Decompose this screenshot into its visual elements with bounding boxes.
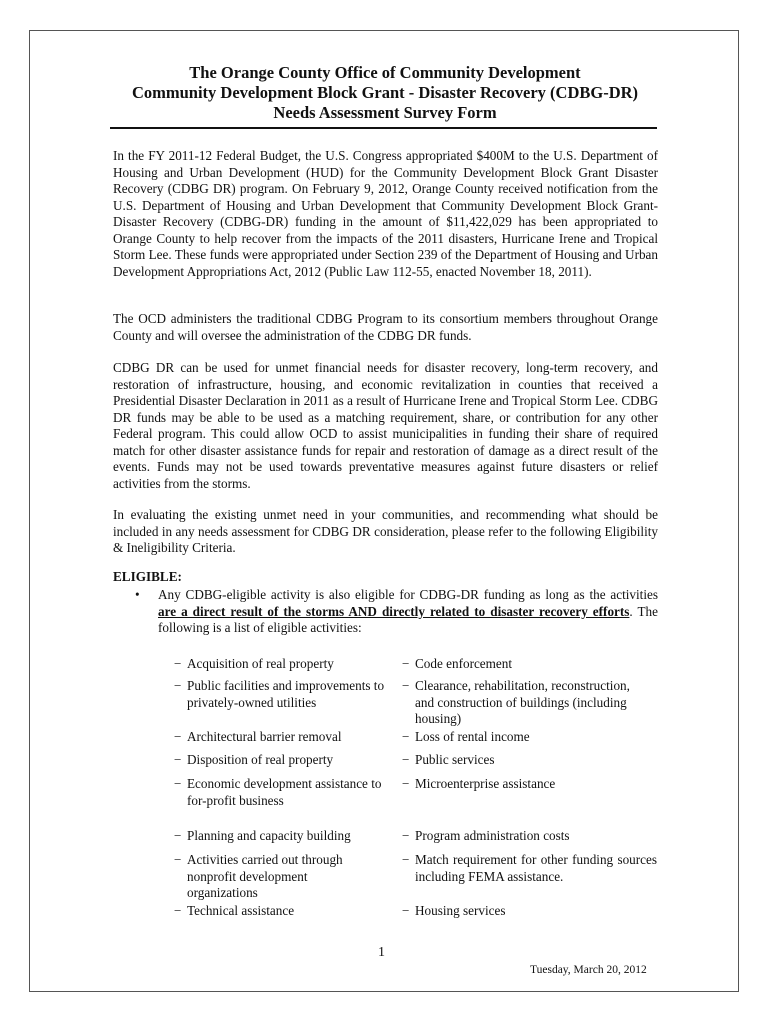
- bullet-intro: Any CDBG-eligible activity is also eligible for CDBG-DR funding as long as the activities: [158, 587, 658, 602]
- ocd-paragraph: The OCD administers the traditional CDBG Program to its consortium members throughout Orange County and will oversee the administration of the CDBG DR funds.: [113, 311, 658, 343]
- bullet-outro: . The following is a list of eligible activities:: [158, 603, 658, 635]
- title-line-3: Needs Assessment Survey Form: [273, 103, 497, 122]
- footer-date: Tuesday, March 20, 2012: [530, 964, 647, 976]
- dash-icon: −: [174, 828, 182, 843]
- page-number: 1: [378, 945, 385, 960]
- dash-icon: −: [174, 678, 182, 693]
- dash-icon: −: [174, 852, 182, 867]
- eligible-activity: − Clearance, rehabilitation, reconstruction, and construction of buildings (including housing): [402, 678, 630, 726]
- eligible-activity: − Loss of rental income: [402, 729, 530, 744]
- dash-icon: −: [402, 752, 410, 767]
- dash-icon: −: [174, 656, 182, 671]
- bullet-emphasis: are a direct result of the storms AND directly related to disaster recovery efforts: [158, 603, 630, 619]
- eligible-activity: − Program administration costs: [402, 828, 570, 843]
- evaluation-paragraph: In evaluating the existing unmet need in your communities, and recommending what should be included in any needs assessment for CDBG DR consideration, please refer to the following Eligibility & Ineligibility Criteria.: [113, 507, 658, 555]
- eligible-activity: − Acquisition of real property: [174, 656, 334, 671]
- eligible-activity: − Microenterprise assistance: [402, 776, 556, 791]
- cdbg-dr-uses-paragraph: CDBG DR can be used for unmet financial needs for disaster recovery, long-term recovery, and restoration of infrastructure, housing, and economic revitalization in counties that received a Presidential Disaster Declaration in 2011 as a result of Hurricane Irene and Tropical Storm Lee. CDBG DR funds may be able to be used as a matching requirement, share, or contribution for any other Federal program. This could allow OCD to assist municipalities in funding their share of required match for other disaster assistance funds for repair and restoration of damage as a direct result of the events. Funds may not be used towards preventative measures against future disasters or relief activities from the storms.: [113, 360, 658, 491]
- bullet-icon: •: [135, 587, 140, 602]
- dash-icon: −: [174, 776, 182, 791]
- eligible-activity: − Technical assistance: [174, 903, 295, 918]
- eligible-activity: − Economic development assistance to for-profit business: [174, 776, 382, 808]
- eligible-activity: − Code enforcement: [402, 656, 513, 671]
- dash-icon: −: [174, 752, 182, 767]
- eligible-activity: − Public services: [402, 752, 495, 767]
- dash-icon: −: [402, 678, 410, 693]
- eligible-bullet-text: [158, 587, 658, 637]
- eligible-heading: ELIGIBLE:: [113, 569, 182, 584]
- intro-paragraph: In the FY 2011-12 Federal Budget, the U.S. Congress appropriated $400M to the U.S. Department of Housing and Urban Development (HUD) for the Community Development Block Grant Disaster Recovery (CDBG DR) program. On February 9, 2012, Orange County received notification from the U.S. Department of Housing and Urban Development that Community Development Block Grant-Disaster Recovery (CDBG-DR) funding in the amount of $11,422,029 has been appropriated to Orange County to help recover from the impacts of the 2011 disasters, Hurricane Irene and Tropical Storm Lee. These funds were appropriated under Section 239 of the Department of Housing and Urban Development Appropriations Act, 2012 (Public Law 112-55, enacted November 18, 2011).: [113, 148, 658, 279]
- eligible-activity: − Match requirement for other funding sources including FEMA assistance.: [402, 852, 657, 884]
- eligible-activity: − Housing services: [402, 903, 506, 918]
- dash-icon: −: [174, 729, 182, 744]
- eligible-activity: − Public facilities and improvements to privately-owned utilities: [174, 678, 385, 710]
- dash-icon: −: [174, 903, 182, 918]
- eligible-activity: − Architectural barrier removal: [174, 729, 342, 744]
- title-line-2: Community Development Block Grant - Disaster Recovery (CDBG-DR): [131, 83, 639, 102]
- eligible-activity: − Activities carried out through nonprofit development organizations: [174, 852, 343, 900]
- dash-icon: −: [402, 903, 410, 918]
- dash-icon: −: [402, 656, 410, 671]
- eligible-activity: − Disposition of real property: [174, 752, 334, 767]
- page-title: [100, 63, 670, 123]
- dash-icon: −: [402, 852, 410, 867]
- dash-icon: −: [402, 729, 410, 744]
- dash-icon: −: [402, 776, 410, 791]
- title-divider: [110, 127, 657, 129]
- title-line-1: The Orange County Office of Community Development: [189, 63, 581, 82]
- eligible-activity: − Planning and capacity building: [174, 828, 351, 843]
- dash-icon: −: [402, 828, 410, 843]
